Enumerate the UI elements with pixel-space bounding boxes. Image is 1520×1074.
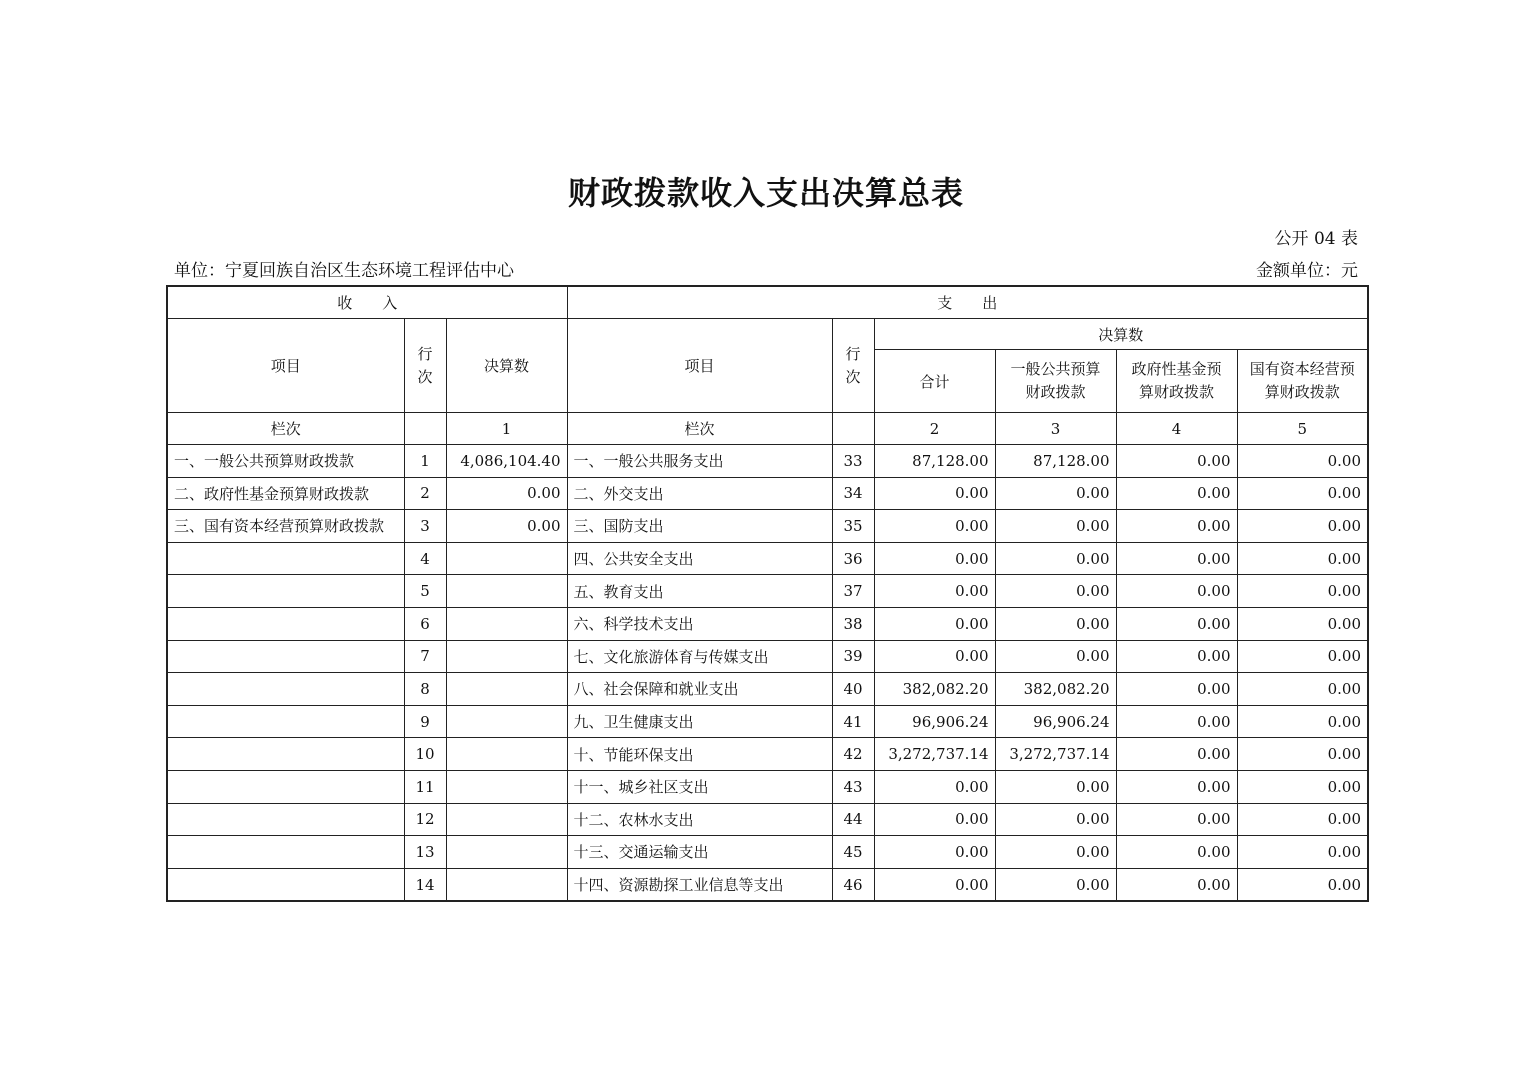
income-line-cell: 8 — [404, 673, 446, 706]
table-row — [167, 640, 1368, 673]
column-number-5: 5 — [1237, 413, 1368, 445]
income-amount-cell — [446, 738, 567, 771]
income-line-cell: 11 — [404, 770, 446, 803]
expense-column-line-blank — [832, 413, 874, 445]
expense-line-cell: 44 — [832, 803, 874, 836]
expense-line-cell: 42 — [832, 738, 874, 771]
income-item-cell — [167, 836, 404, 869]
income-amount-cell — [446, 673, 567, 706]
income-amount-cell: 0.00 — [446, 477, 567, 510]
state-capital-amount-cell: 0.00 — [1237, 542, 1368, 575]
expense-line-cell: 37 — [832, 575, 874, 608]
income-amount-cell — [446, 836, 567, 869]
gov-fund-amount-cell: 0.00 — [1116, 542, 1237, 575]
income-column-label: 栏次 — [167, 413, 404, 445]
state-capital-amount-cell: 0.00 — [1237, 575, 1368, 608]
income-item-cell — [167, 770, 404, 803]
table-row — [167, 445, 1368, 478]
income-amount-cell — [446, 542, 567, 575]
gov-fund-amount-cell: 0.00 — [1116, 770, 1237, 803]
state-capital-amount-cell: 0.00 — [1237, 673, 1368, 706]
expense-amount-header: 决算数 — [874, 319, 1368, 350]
expense-line-cell: 34 — [832, 477, 874, 510]
expense-total-cell: 0.00 — [874, 575, 995, 608]
expense-item-cell: 十一、城乡社区支出 — [567, 770, 832, 803]
money-unit: 金额单位：元 — [1256, 261, 1358, 281]
table-row — [167, 575, 1368, 608]
income-item-cell — [167, 738, 404, 771]
expense-item-header: 项目 — [567, 319, 832, 413]
income-item-cell — [167, 575, 404, 608]
state-capital-header: 国有资本经营预算财政拨款 — [1237, 350, 1368, 413]
income-item-cell — [167, 673, 404, 706]
income-item-cell — [167, 542, 404, 575]
gov-fund-amount-cell: 0.00 — [1116, 607, 1237, 640]
income-amount-cell — [446, 803, 567, 836]
gov-fund-amount-cell: 0.00 — [1116, 738, 1237, 771]
expense-total-cell: 0.00 — [874, 803, 995, 836]
expense-total-cell: 0.00 — [874, 868, 995, 901]
general-budget-amount-cell: 0.00 — [995, 868, 1116, 901]
gov-fund-amount-cell: 0.00 — [1116, 673, 1237, 706]
table-row — [167, 770, 1368, 803]
income-line-header: 行次 — [404, 319, 446, 413]
general-budget-amount-cell: 0.00 — [995, 803, 1116, 836]
expense-item-cell: 二、外交支出 — [567, 477, 832, 510]
expense-item-cell: 六、科学技术支出 — [567, 607, 832, 640]
column-number-3: 3 — [995, 413, 1116, 445]
table-row — [167, 673, 1368, 706]
state-capital-amount-cell: 0.00 — [1237, 607, 1368, 640]
gov-fund-amount-cell: 0.00 — [1116, 445, 1237, 478]
income-amount-cell — [446, 868, 567, 901]
income-line-cell: 1 — [404, 445, 446, 478]
general-budget-amount-cell: 0.00 — [995, 575, 1116, 608]
income-line-cell: 10 — [404, 738, 446, 771]
total-header: 合计 — [874, 350, 995, 413]
income-amount-cell — [446, 575, 567, 608]
expense-item-cell: 十三、交通运输支出 — [567, 836, 832, 869]
table-row — [167, 542, 1368, 575]
income-line-cell: 13 — [404, 836, 446, 869]
gov-fund-header: 政府性基金预算财政拨款 — [1116, 350, 1237, 413]
income-line-cell: 5 — [404, 575, 446, 608]
column-number-2: 2 — [874, 413, 995, 445]
expense-item-cell: 五、教育支出 — [567, 575, 832, 608]
expense-total-cell: 0.00 — [874, 770, 995, 803]
table-row — [167, 705, 1368, 738]
income-line-cell: 3 — [404, 510, 446, 543]
state-capital-amount-cell: 0.00 — [1237, 705, 1368, 738]
expense-total-cell: 0.00 — [874, 510, 995, 543]
income-amount-header: 决算数 — [446, 319, 567, 413]
expense-line-cell: 35 — [832, 510, 874, 543]
table-row — [167, 868, 1368, 901]
general-budget-amount-cell: 0.00 — [995, 477, 1116, 510]
state-capital-amount-cell: 0.00 — [1237, 445, 1368, 478]
expense-total-cell: 0.00 — [874, 477, 995, 510]
form-number: 公开 04 表 — [1274, 229, 1358, 249]
income-amount-cell — [446, 607, 567, 640]
general-budget-amount-cell: 0.00 — [995, 770, 1116, 803]
state-capital-amount-cell: 0.00 — [1237, 770, 1368, 803]
expense-total-cell: 87,128.00 — [874, 445, 995, 478]
table-row — [167, 607, 1368, 640]
general-budget-amount-cell: 0.00 — [995, 640, 1116, 673]
expense-line-header: 行次 — [832, 319, 874, 413]
reporting-unit: 单位：宁夏回族自治区生态环境工程评估中心 — [174, 261, 514, 281]
expense-item-cell: 七、文化旅游体育与传媒支出 — [567, 640, 832, 673]
state-capital-amount-cell: 0.00 — [1237, 640, 1368, 673]
general-budget-amount-cell: 96,906.24 — [995, 705, 1116, 738]
table-header — [167, 286, 1368, 445]
gov-fund-amount-cell: 0.00 — [1116, 510, 1237, 543]
general-budget-amount-cell: 382,082.20 — [995, 673, 1116, 706]
income-amount-cell — [446, 640, 567, 673]
general-budget-amount-cell: 3,272,737.14 — [995, 738, 1116, 771]
gov-fund-amount-cell: 0.00 — [1116, 868, 1237, 901]
expense-total-cell: 3,272,737.14 — [874, 738, 995, 771]
income-item-cell — [167, 868, 404, 901]
income-amount-cell: 4,086,104.40 — [446, 445, 567, 478]
expense-item-cell: 十四、资源勘探工业信息等支出 — [567, 868, 832, 901]
income-amount-cell: 0.00 — [446, 510, 567, 543]
expense-line-cell: 33 — [832, 445, 874, 478]
expense-line-cell: 36 — [832, 542, 874, 575]
state-capital-amount-cell: 0.00 — [1237, 868, 1368, 901]
gov-fund-amount-cell: 0.00 — [1116, 640, 1237, 673]
expense-item-cell: 十二、农林水支出 — [567, 803, 832, 836]
general-budget-amount-cell: 0.00 — [995, 510, 1116, 543]
table-body — [167, 445, 1368, 902]
income-line-cell: 14 — [404, 868, 446, 901]
table-row — [167, 477, 1368, 510]
expense-line-cell: 40 — [832, 673, 874, 706]
column-number-4: 4 — [1116, 413, 1237, 445]
expense-line-cell: 41 — [832, 705, 874, 738]
gov-fund-amount-cell: 0.00 — [1116, 803, 1237, 836]
table-row — [167, 510, 1368, 543]
income-item-cell: 三、国有资本经营预算财政拨款 — [167, 510, 404, 543]
gov-fund-amount-cell: 0.00 — [1116, 477, 1237, 510]
state-capital-amount-cell: 0.00 — [1237, 803, 1368, 836]
expense-line-cell: 45 — [832, 836, 874, 869]
income-item-header: 项目 — [167, 319, 404, 413]
general-budget-amount-cell: 0.00 — [995, 542, 1116, 575]
income-line-cell: 12 — [404, 803, 446, 836]
expense-line-cell: 39 — [832, 640, 874, 673]
expense-line-cell: 43 — [832, 770, 874, 803]
income-line-cell: 9 — [404, 705, 446, 738]
expense-line-cell: 38 — [832, 607, 874, 640]
income-header: 收 入 — [167, 286, 567, 319]
income-line-cell: 6 — [404, 607, 446, 640]
income-item-cell — [167, 607, 404, 640]
expense-item-cell: 九、卫生健康支出 — [567, 705, 832, 738]
general-budget-header: 一般公共预算财政拨款 — [995, 350, 1116, 413]
income-item-cell: 二、政府性基金预算财政拨款 — [167, 477, 404, 510]
state-capital-amount-cell: 0.00 — [1237, 738, 1368, 771]
column-number-1: 1 — [446, 413, 567, 445]
general-budget-amount-cell: 0.00 — [995, 607, 1116, 640]
expense-item-cell: 十、节能环保支出 — [567, 738, 832, 771]
income-line-cell: 7 — [404, 640, 446, 673]
table-row — [167, 836, 1368, 869]
gov-fund-amount-cell: 0.00 — [1116, 836, 1237, 869]
income-item-cell — [167, 803, 404, 836]
expense-item-cell: 三、国防支出 — [567, 510, 832, 543]
income-item-cell — [167, 640, 404, 673]
gov-fund-amount-cell: 0.00 — [1116, 575, 1237, 608]
income-line-cell: 2 — [404, 477, 446, 510]
general-budget-amount-cell: 0.00 — [995, 836, 1116, 869]
expense-total-cell: 0.00 — [874, 836, 995, 869]
table-row — [167, 803, 1368, 836]
expense-total-cell: 0.00 — [874, 640, 995, 673]
income-item-cell — [167, 705, 404, 738]
budget-table — [166, 285, 1369, 902]
expense-column-label: 栏次 — [567, 413, 832, 445]
state-capital-amount-cell: 0.00 — [1237, 477, 1368, 510]
income-amount-cell — [446, 770, 567, 803]
expense-item-cell: 八、社会保障和就业支出 — [567, 673, 832, 706]
income-item-cell: 一、一般公共预算财政拨款 — [167, 445, 404, 478]
state-capital-amount-cell: 0.00 — [1237, 836, 1368, 869]
expense-total-cell: 0.00 — [874, 542, 995, 575]
expense-line-cell: 46 — [832, 868, 874, 901]
expense-total-cell: 382,082.20 — [874, 673, 995, 706]
gov-fund-amount-cell: 0.00 — [1116, 705, 1237, 738]
state-capital-amount-cell: 0.00 — [1237, 510, 1368, 543]
expense-item-cell: 一、一般公共服务支出 — [567, 445, 832, 478]
income-line-cell: 4 — [404, 542, 446, 575]
expense-total-cell: 96,906.24 — [874, 705, 995, 738]
income-amount-cell — [446, 705, 567, 738]
general-budget-amount-cell: 87,128.00 — [995, 445, 1116, 478]
expense-header: 支 出 — [567, 286, 1368, 319]
expense-item-cell: 四、公共安全支出 — [567, 542, 832, 575]
income-column-line-blank — [404, 413, 446, 445]
expense-total-cell: 0.00 — [874, 607, 995, 640]
table-row — [167, 738, 1368, 771]
page-title: 财政拨款收入支出决算总表 — [567, 174, 964, 212]
